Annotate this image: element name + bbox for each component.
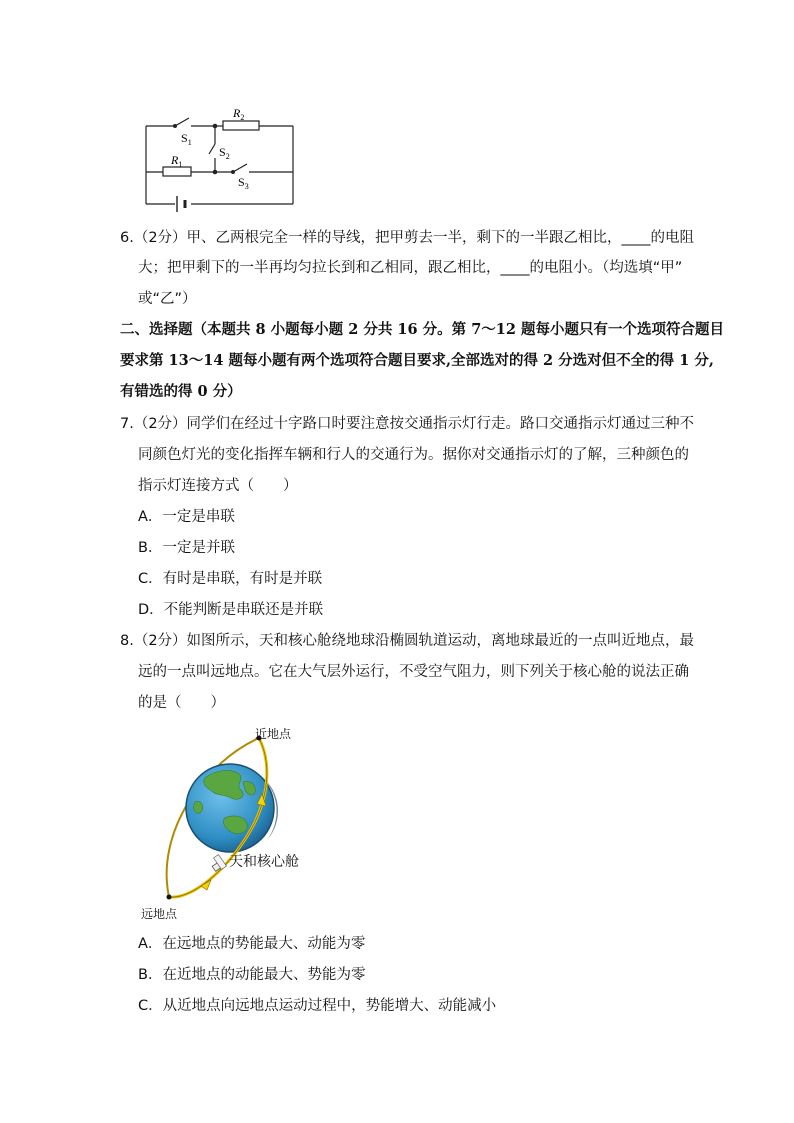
circuit-diagram — [135, 100, 305, 215]
label-r2: $R_2$ — [233, 106, 245, 122]
q7-line3: 指示灯连接方式（ ） — [138, 478, 298, 494]
switch-s2-blade — [209, 144, 215, 154]
q7-line1: 7.（2分）同学们在经过十字路口时要注意按交通指示灯行走。路口交通指示灯通过三种不 — [120, 416, 695, 432]
q8-line1: 8.（2分）如图所示，天和核心舱绕地球沿椭圆轨道运动，离地球最近的一点叫近地点，最 — [120, 633, 695, 649]
label-s1: $S_1$ — [181, 131, 192, 147]
q7-option-b: B．一定是并联 — [138, 540, 235, 556]
q6-line3: 或“乙”） — [138, 291, 197, 307]
q7-option-d: D．不能判断是串联还是并联 — [138, 602, 324, 618]
q8-option-c: C．从近地点向远地点运动过程中，势能增大、动能减小 — [138, 998, 497, 1014]
switch-s3-blade — [233, 164, 247, 172]
q8-option-b: B．在近地点的动能最大、势能为零 — [138, 967, 366, 983]
perigee-label: 近地点 — [255, 727, 292, 741]
section2-line3: 有错选的得 0 分） — [120, 383, 242, 400]
resistor-r2 — [223, 121, 259, 130]
apogee-label: 远地点 — [141, 907, 178, 921]
resistor-r1 — [163, 167, 191, 176]
label-r1: $R_1$ — [171, 153, 183, 169]
orbit-figure — [135, 722, 335, 927]
q7-option-a: A．一定是串联 — [138, 509, 235, 525]
module-label: 天和核心舱 — [229, 854, 299, 870]
q8-option-a: A．在远地点的势能最大、动能为零 — [138, 936, 366, 952]
q7-line2: 同颜色灯光的变化指挥车辆和行人的交通行为。据你对交通指示灯的了解，三种颜色的 — [138, 447, 689, 463]
q6-line2: 大；把甲剩下的一半再均匀拉长到和乙相同，跟乙相比，____的电阻小。（均选填“甲” — [138, 260, 683, 276]
apogee-point — [167, 895, 172, 900]
switch-s1-blade — [175, 118, 189, 126]
section2-line1: 二、选择题（本题共 8 小题每小题 2 分共 16 分。第 7～12 题每小题只有一个选项符合题目 — [120, 321, 725, 338]
section2-line2: 要求第 13～14 题每小题有两个选项符合题目要求,全部选对的得 2 分选对但不全的得 1 分, — [120, 352, 714, 369]
q8-line2: 远的一点叫远地点。它在大气层外运行，不受空气阻力，则下列关于核心舱的说法正确 — [138, 664, 689, 680]
label-s3: $S_3$ — [238, 175, 249, 191]
core-module-icon — [212, 855, 226, 872]
q6-line1: 6.（2分）甲、乙两根完全一样的导线，把甲剪去一半，剩下的一半跟乙相比，____的电阻 — [120, 230, 695, 246]
q8-line3: 的是（ ） — [138, 695, 225, 711]
label-s2: $S_2$ — [219, 145, 230, 161]
q7-option-c: C．有时是串联，有时是并联 — [138, 571, 323, 587]
